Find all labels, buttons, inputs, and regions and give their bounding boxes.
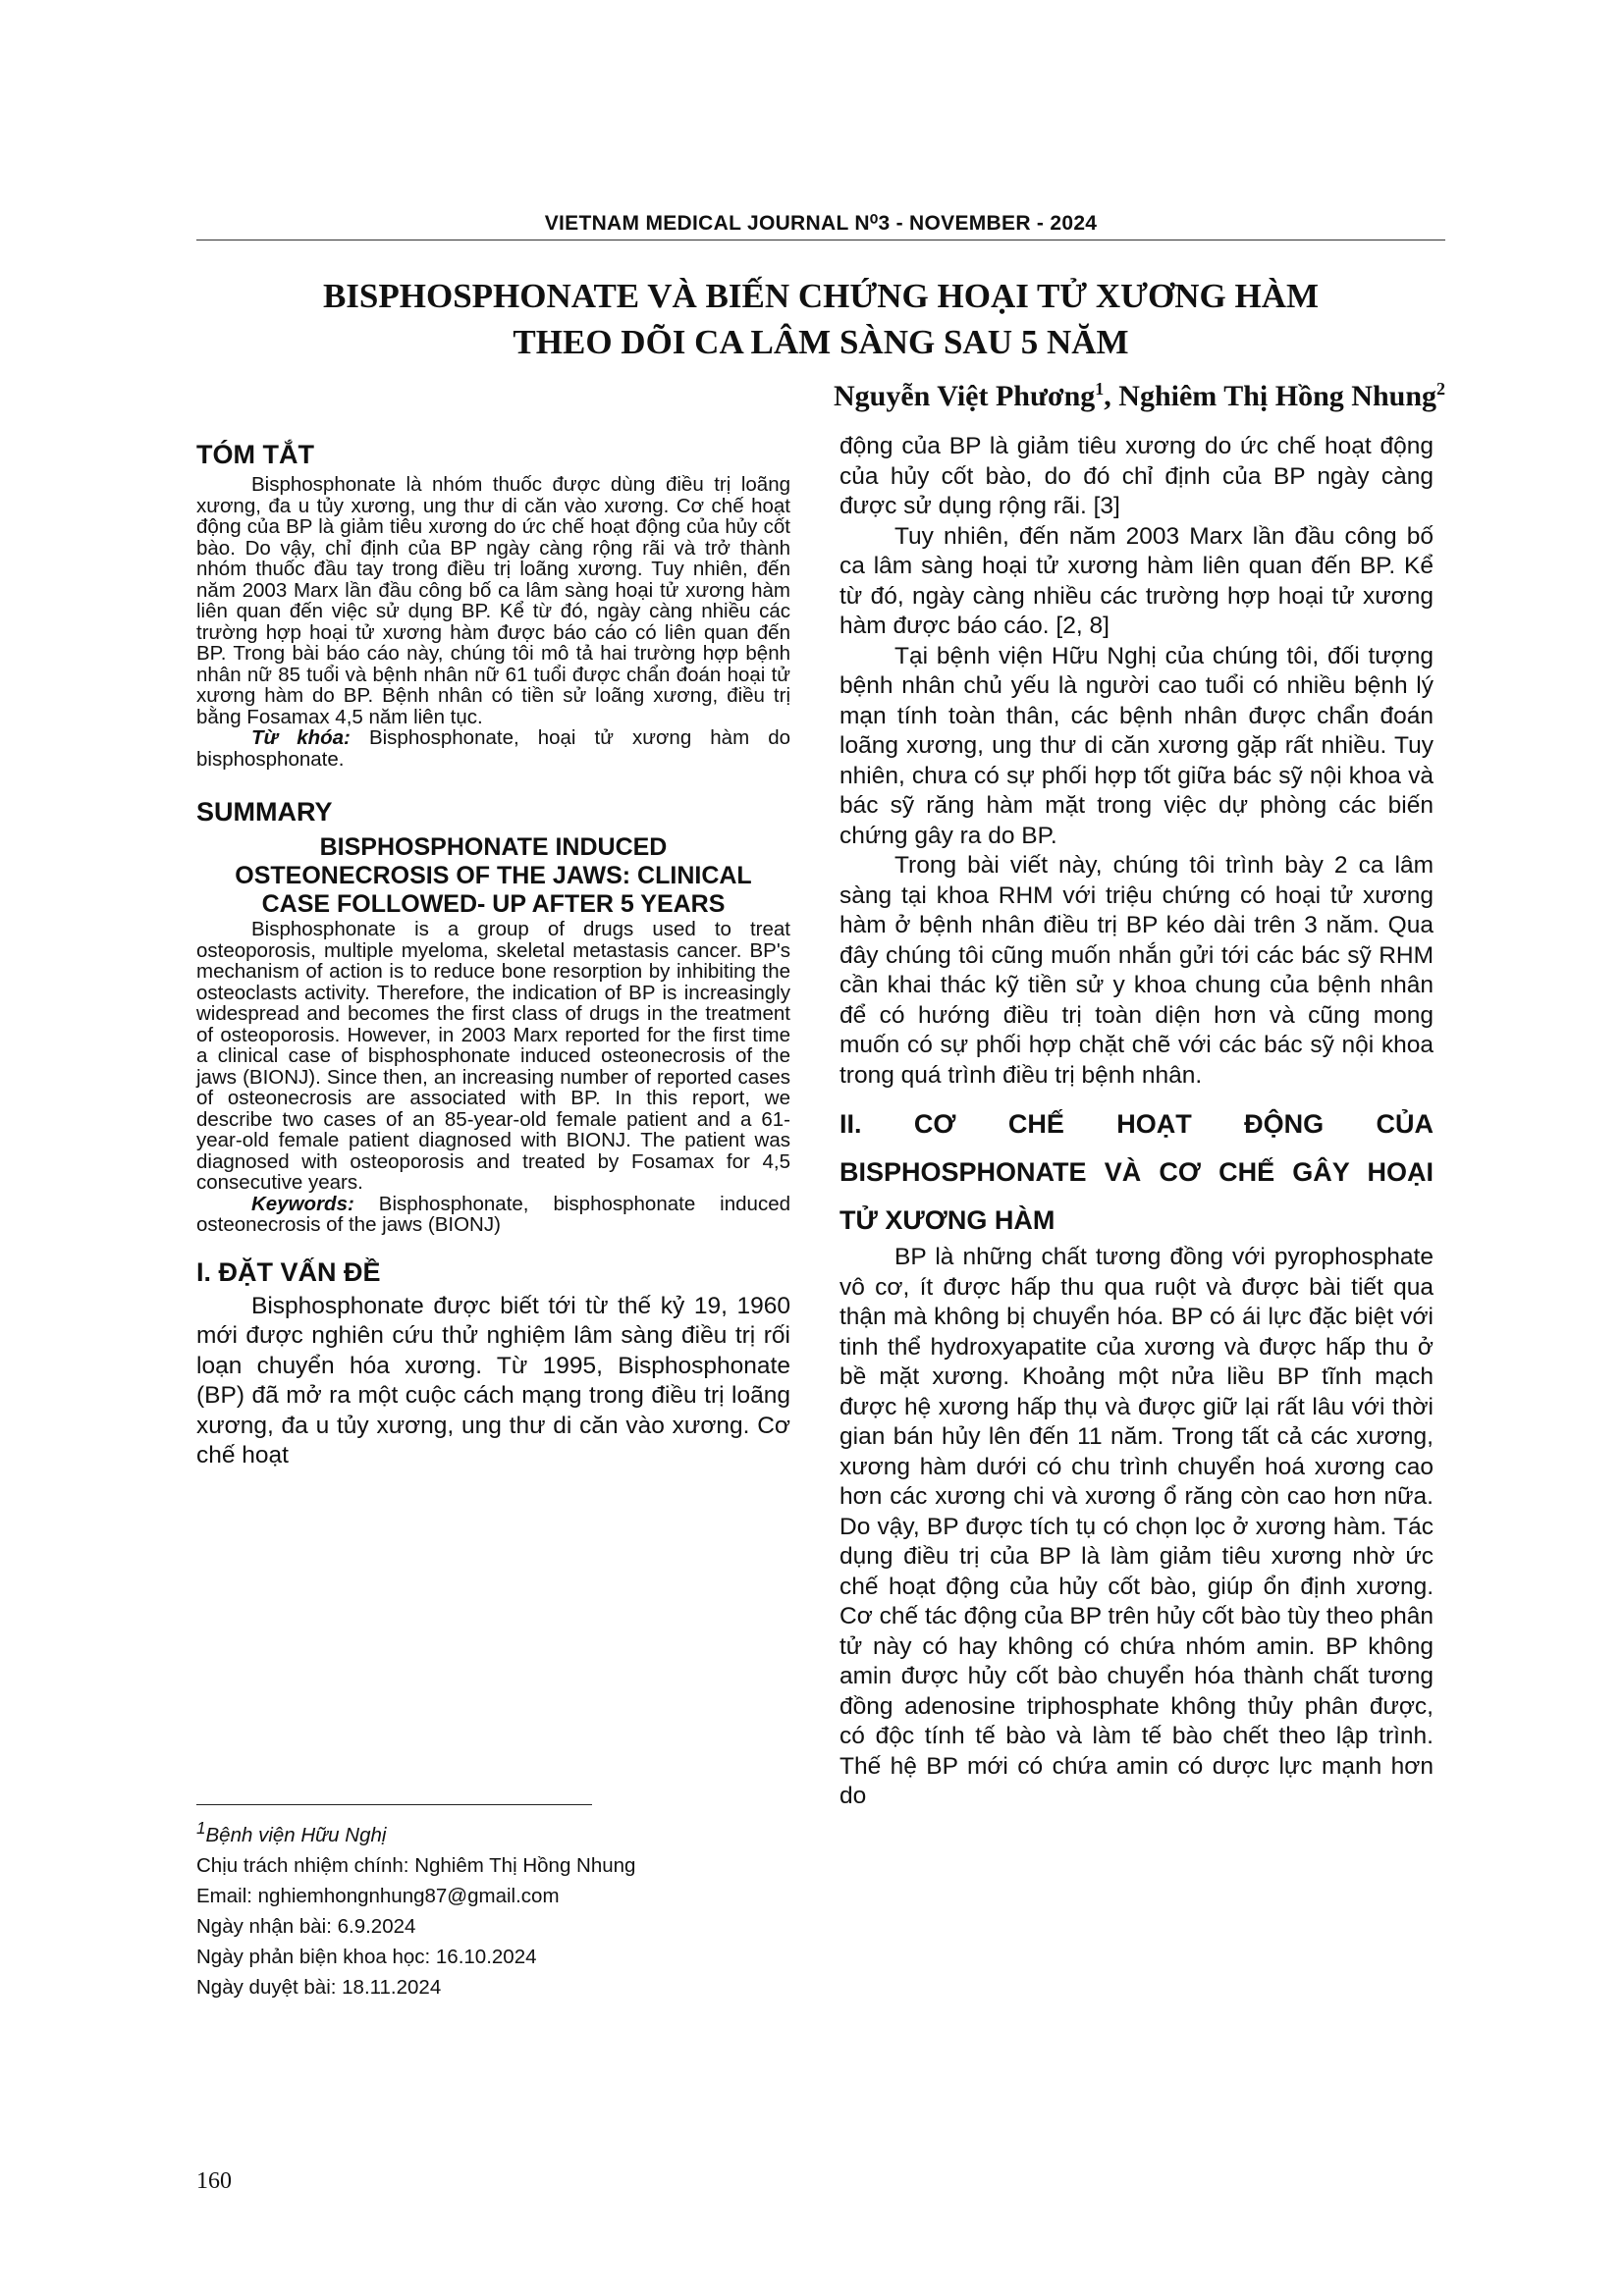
author-2-affiliation: 2 <box>1436 379 1445 399</box>
page-number: 160 <box>196 2168 232 2194</box>
footnote-affiliation-sup: 1 <box>196 1819 206 1838</box>
footnote-received: Ngày nhận bài: 6.9.2024 <box>196 1914 416 1938</box>
section-2-paragraph-1: BP là những chất tương đồng với pyrophosphate vô cơ, ít được hấp thu qua ruột và được bài tiết qua thận mà không bị chuyển hóa. BP có ái lực đặc biệt với tinh thể hydroxyapatite của xương và được hấp thu ở bề mặt xương. Khoảng một nửa liều BP tĩnh mạch được hệ xương hấp thụ và được giữ lại rất lâu với thời gian bán hủy lên đến 11 năm. Trong tất cả các xương, xương hàm dưới có chu trình chuyển hoá xương cao hơn các xương chi và xương ổ răng còn cao hơn nữa. Do vậy, BP được tích tụ có chọn lọc ở xương hàm. Tác dụng điều trị của BP là làm giảm tiêu xương nhờ ức chế hoạt động của hủy cốt bào, giúp ổn định xương. Cơ chế tác động của BP trên hủy cốt bào tùy theo phân tử này có hay không có chứa nhóm amin. BP không amin được hủy cốt bào chuyển hóa thành chất tương đồng adenosine triphosphate không thủy phân được, có độc tính tế bào và làm tế bào chết theo lập trình. Thế hệ BP mới có chứa amin có dược lực mạnh hơn do <box>839 1244 1434 1809</box>
footnote-corresponding: Chịu trách nhiệm chính: Nghiêm Thị Hồng Nhung <box>196 1853 636 1877</box>
section-1-paragraph-4: Trong bài viết này, chúng tôi trình bày 2 ca lâm sàng tại khoa RHM với triệu chứng có hoại tử xương hàm ở bệnh nhân điều trị BP kéo dài trên 3 năm. Qua đây chúng tôi cũng muốn nhắn gửi tới các bác sỹ RHM cần khai thác kỹ tiền sử y khoa chung của bệnh nhân để có hướng điều trị toàn diện hơn và cũng mong muốn có sự phối hợp chặt chẽ với các bác sỹ nội khoa trong quá trình điều trị bệnh nhân. <box>839 852 1434 1089</box>
author-1: Nguyễn Việt Phương <box>833 380 1096 412</box>
section-2-heading-line-1: II. CƠ CHẾ HOẠT ĐỘNG CỦA <box>839 1109 1434 1139</box>
keywords-en-text: Bisphosphonate, bisphosphonate induced osteonecrosis of the jaws (BIONJ) <box>196 1192 790 1236</box>
journal-header: VIETNAM MEDICAL JOURNAL N⁰3 - NOVEMBER - 2024 <box>544 212 1098 235</box>
footnote-email: Email: nghiemhongnhung87@gmail.com <box>196 1884 560 1907</box>
summary-title <box>196 833 790 919</box>
author-2: Nghiêm Thị Hồng Nhung <box>1118 380 1436 412</box>
right-column <box>839 432 1434 1812</box>
abstract-vi-keywords <box>196 727 790 770</box>
summary-heading: SUMMARY <box>196 797 333 827</box>
left-column <box>196 432 790 1471</box>
summary-title-line-1: BISPHOSPHONATE INDUCED <box>319 833 668 861</box>
section-1-paragraph-2: Tuy nhiên, đến năm 2003 Marx lần đầu công bố ca lâm sàng hoại tử xương hàm liên quan đến BP. Kể từ đó, ngày càng nhiều các trường hợp hoại tử xương hàm được báo cáo. [2, 8] <box>839 522 1434 639</box>
keywords-vi-text: Bisphosphonate, hoại tử xương hàm do bisphosphonate. <box>196 726 790 771</box>
footnote-divider <box>196 1804 592 1805</box>
keywords-vi-label: Từ khóa: <box>251 726 351 749</box>
title-line-1: BISPHOSPHONATE VÀ BIẾN CHỨNG HOẠI TỬ XƯƠNG HÀM <box>322 277 1320 315</box>
keywords-en-label: Keywords: <box>251 1192 354 1215</box>
abstract-vi-text: Bisphosphonate là nhóm thuốc được dùng điều trị loãng xương, đa u tủy xương, ung thư di căn vào xương. Cơ chế hoạt động của BP là giảm tiêu xương do ức chế hoạt động của hủy cốt bào. Do vậy, chỉ định của BP ngày càng rộng rãi và trở thành nhóm thuốc đầu tay trong điều trị loãng xương. Tuy nhiên, đến năm 2003 Marx lần đầu công bố ca lâm sàng hoại tử xương hàm liên quan đến việc sử dụng BP. Kể từ đó, ngày càng nhiều các trường hợp hoại tử xương hàm được báo cáo có liên quan đến BP. Trong bài báo cáo này, chúng tôi mô tả hai trường hợp bệnh nhân nữ 85 tuổi và bệnh nhân nữ 61 tuổi được chẩn đoán hoại tử xương hàm do BP. Bệnh nhân có tiền sử loãng xương, điều trị bằng Fosamax 4,5 năm liên tục. <box>196 473 790 728</box>
author-list <box>834 379 1445 413</box>
section-2-heading <box>839 1102 1434 1243</box>
footnote-affiliation-text: Bệnh viện Hữu Nghị <box>205 1823 387 1846</box>
summary-text: Bisphosphonate is a group of drugs used to treat osteoporosis, multiple myeloma, skeletal metastasis cancer. BP's mechanism of action is to reduce bone resorption by inhibiting the osteoclasts activity. Therefore, the indication of BP is increasingly widespread and becomes the first class of drugs in the treatment of osteoporosis. However, in 2003 Marx reported for the first time a clinical case of bisphosphonate induced osteonecrosis of the jaws (BIONJ). Since then, an increasing number of reported cases of osteonecrosis are associated with BP. In this report, we describe two cases of an 85-year-old female patient and a 61-year-old female patient diagnosed with BIONJ. The patient was diagnosed with osteoporosis and treated by Fosamax for 4,5 consecutive years. <box>196 918 790 1194</box>
title-line-2: THEO DÕI CA LÂM SÀNG SAU 5 NĂM <box>513 323 1129 361</box>
author-separator: , <box>1104 380 1119 412</box>
footnote-accepted: Ngày duyệt bài: 18.11.2024 <box>196 1975 442 1999</box>
footnote-affiliation <box>196 1813 790 1850</box>
author-1-affiliation: 1 <box>1095 379 1105 399</box>
section-2-heading-line-3: TỬ XƯƠNG HÀM <box>839 1205 1056 1235</box>
footnote-reviewed: Ngày phản biện khoa học: 16.10.2024 <box>196 1945 537 1968</box>
section-1-paragraph-1-continued: động của BP là giảm tiêu xương do ức chế hoạt động của hủy cốt bào, do đó chỉ định của BP ngày càng được sử dụng rộng rãi. [3] <box>839 433 1434 519</box>
abstract-vi-heading: TÓM TẮT <box>196 440 314 469</box>
section-1-heading: I. ĐẶT VẤN ĐỀ <box>196 1256 381 1287</box>
section-2-heading-line-2: BISPHOSPHONATE VÀ CƠ CHẾ GÂY HOẠI <box>839 1157 1434 1187</box>
section-1-paragraph-3: Tại bệnh viện Hữu Nghị của chúng tôi, đối tượng bệnh nhân chủ yếu là người cao tuổi có nhiều bệnh lý mạn tính toàn thân, các bệnh nhân được chẩn đoán loãng xương, ung thư di căn xương gặp rất nhiều. Tuy nhiên, chưa có sự phối hợp tốt giữa bác sỹ nội khoa và bác sỹ răng hàm mặt trong việc dự phòng các biến chứng gây ra do BP. <box>839 642 1434 849</box>
section-1-paragraph-1: Bisphosphonate được biết tới từ thế kỷ 19, 1960 mới được nghiên cứu thử nghiệm lâm sàng điều trị rối loạn chuyển hóa xương. Từ 1995, Bisphosphonate (BP) đã mở ra một cuộc cách mạng trong điều trị loãng xương, đa u tủy xương, ung thư di căn vào xương. Cơ chế hoạt <box>196 1292 790 1468</box>
summary-keywords <box>196 1194 790 1236</box>
footnotes <box>196 1804 790 2002</box>
summary-title-line-3: CASE FOLLOWED- UP AFTER 5 YEARS <box>261 890 726 918</box>
summary-title-line-2: OSTEONECROSIS OF THE JAWS: CLINICAL <box>235 862 752 889</box>
article-title <box>196 273 1445 365</box>
